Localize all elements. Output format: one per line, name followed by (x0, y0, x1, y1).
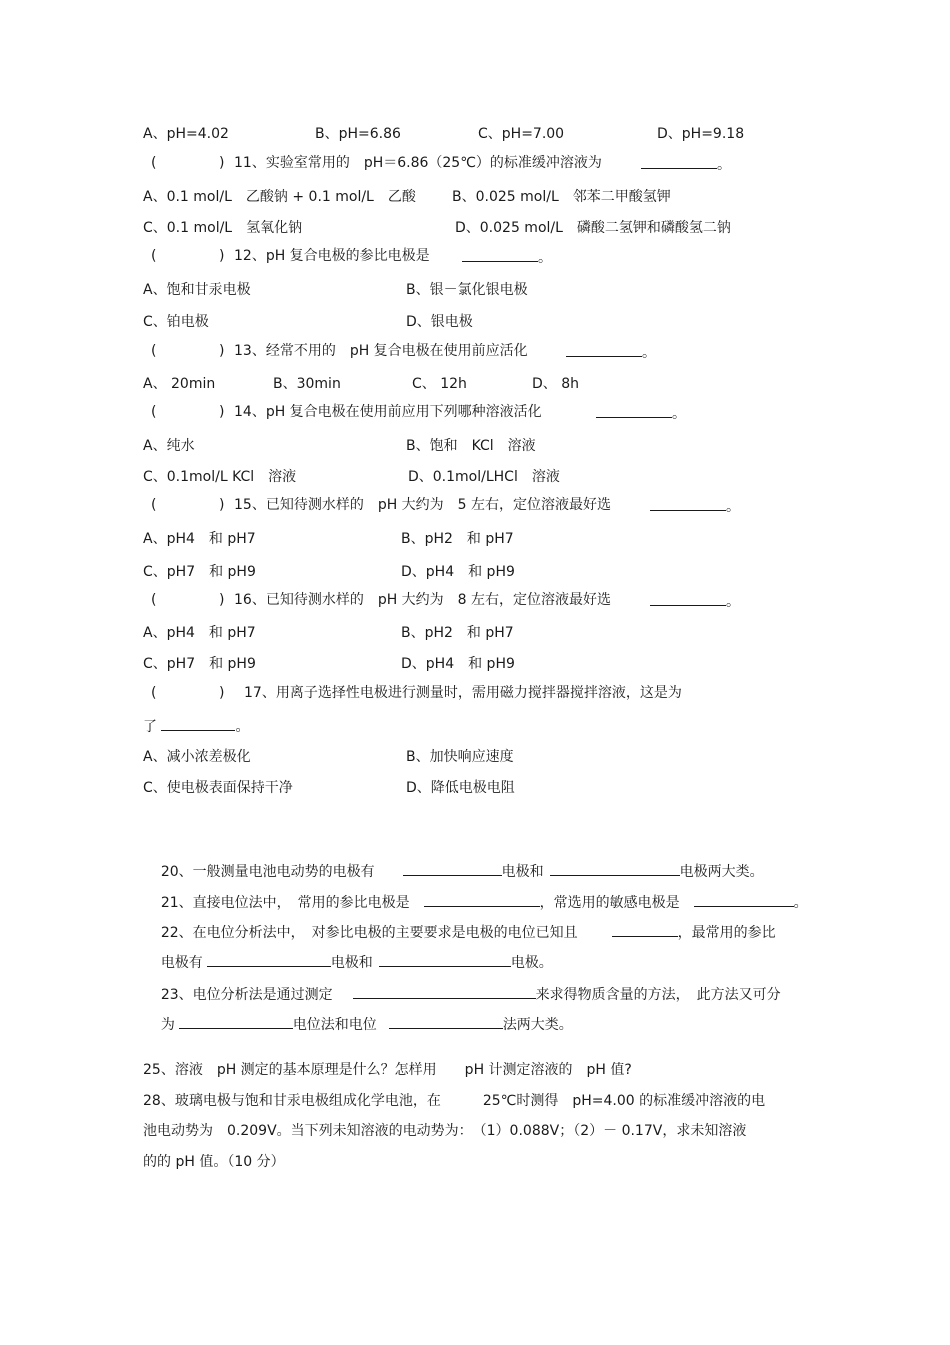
q13-option-a: A、 20min (143, 376, 216, 392)
q11-stem: 11、实验室常用的 pH＝6.86（25℃）的标准缓冲溶液为 (234, 155, 602, 171)
q22-text-2: ，最常用的参比 (677, 925, 776, 941)
q28-line-3: 的的 pH 值。（10 分） (143, 1154, 285, 1170)
answer-paren-close: ) (219, 685, 225, 701)
q13-option-d: D、 8h (532, 376, 580, 392)
q22-text-4: 电极和 (330, 955, 373, 971)
q23-text-2: 来求得物质含量的方法， 此方法又可分 (535, 987, 781, 1003)
answer-blank (179, 1014, 293, 1029)
q15-end: 。 (726, 499, 740, 515)
answer-blank (462, 247, 538, 262)
q10-option-b: B、pH=6.86 (315, 126, 401, 142)
answer-paren-open: ( (151, 404, 157, 420)
q20-text-2: 电极和 (501, 864, 544, 880)
q13-option-b: B、30min (273, 376, 341, 392)
q14-option-c: C、0.1mol/L KCl 溶液 (143, 469, 297, 485)
q16-option-a: A、pH4 和 pH7 (143, 625, 256, 641)
q16-stem: 16、已知待测水样的 pH 大约为 8 左右，定位溶液最好选 (234, 592, 612, 608)
answer-paren-open: ( (151, 592, 157, 608)
q15-option-d: D、pH4 和 pH9 (401, 564, 515, 580)
q22-text-3: 电极有 (160, 955, 203, 971)
q15-option-a: A、pH4 和 pH7 (143, 531, 256, 547)
q15-option-c: C、pH7 和 pH9 (143, 564, 256, 580)
q17-stem: 17、用离子选择性电极进行测量时，需用磁力搅拌器搅拌溶液，这是为 (244, 685, 682, 701)
q21-text-1: 21、直接电位法中， 常用的参比电极是 (160, 895, 410, 911)
answer-paren-open: ( (151, 248, 157, 264)
q22-text-1: 22、在电位分析法中， 对参比电极的主要要求是电极的电位已知且 (160, 925, 578, 941)
answer-blank (379, 952, 511, 967)
q11-end: 。 (717, 157, 731, 173)
q17-end: 。 (235, 719, 250, 735)
answer-blank (641, 154, 717, 169)
q17-option-a: A、减小浓差极化 (143, 749, 251, 765)
q13-stem: 13、经常不用的 pH 复合电极在使用前应活化 (234, 343, 528, 359)
answer-blank (650, 591, 726, 606)
q13-option-c: C、 12h (412, 376, 467, 392)
q12-stem: 12、pH 复合电极的参比电极是 (234, 248, 430, 264)
answer-blank (612, 922, 678, 937)
q14-option-a: A、纯水 (143, 438, 195, 454)
q14-stem: 14、pH 复合电极在使用前应用下列哪种溶液活化 (234, 404, 542, 420)
q20-text-3: 电极两大类。 (679, 864, 764, 880)
q16-option-b: B、pH2 和 pH7 (401, 625, 514, 641)
q12-option-a: A、饱和甘汞电极 (143, 282, 251, 298)
q23-text-3: 为 (160, 1017, 175, 1033)
q10-option-d: D、pH=9.18 (657, 126, 745, 142)
q23-text-5: 法两大类。 (502, 1017, 573, 1033)
answer-paren-open: ( (151, 497, 157, 513)
answer-paren-close: ) (219, 404, 225, 420)
q11-option-b: B、0.025 mol/L 邻苯二甲酸氢钾 (452, 189, 671, 205)
q17-option-d: D、降低电极电阻 (406, 780, 515, 796)
answer-blank (596, 403, 672, 418)
q11-option-c: C、0.1 mol/L 氢氧化钠 (143, 220, 303, 236)
q15-stem: 15、已知待测水样的 pH 大约为 5 左右，定位溶液最好选 (234, 497, 612, 513)
q14-end: 。 (672, 406, 686, 422)
q16-end: 。 (726, 594, 740, 610)
q11-option-a: A、0.1 mol/L 乙酸钠 + 0.1 mol/L 乙酸 (143, 189, 416, 205)
q21-text-2: ，常选用的敏感电极是 (539, 895, 680, 911)
q17-option-c: C、使电极表面保持干净 (143, 780, 293, 796)
q12-option-d: D、银电极 (406, 314, 473, 330)
answer-paren-close: ) (219, 343, 225, 359)
q14-option-d: D、0.1mol/LHCl 溶液 (408, 469, 560, 485)
answer-paren-open: ( (151, 685, 157, 701)
q25-text: 25、溶液 pH 测定的基本原理是什么？怎样用 pH 计测定溶液的 pH 值? (143, 1062, 632, 1078)
answer-paren-close: ) (219, 592, 225, 608)
answer-paren-open: ( (151, 155, 157, 171)
answer-paren-close: ) (219, 497, 225, 513)
q28-line-1: 28、玻璃电极与饱和甘汞电极组成化学电池，在 25℃时测得 pH=4.00 的标准缓冲溶液的电 (143, 1093, 766, 1109)
answer-blank (161, 716, 235, 731)
answer-blank (207, 952, 331, 967)
q20-text-1: 20、一般测量电池电动势的电极有 (160, 864, 375, 880)
answer-blank (566, 342, 642, 357)
q14-option-b: B、饱和 KCl 溶液 (406, 438, 536, 454)
q23-text-1: 23、电位分析法是通过测定 (160, 987, 333, 1003)
answer-blank (650, 496, 726, 511)
q15-option-b: B、pH2 和 pH7 (401, 531, 514, 547)
q10-option-c: C、pH=7.00 (478, 126, 565, 142)
q21-text-3: 。 (793, 895, 808, 911)
q17-stem-cont: 了 (143, 719, 157, 735)
q12-option-c: C、铂电极 (143, 314, 209, 330)
answer-paren-close: ) (219, 155, 225, 171)
q12-option-b: B、银－氯化银电极 (406, 282, 528, 298)
q16-option-d: D、pH4 和 pH9 (401, 656, 515, 672)
answer-paren-close: ) (219, 248, 225, 264)
answer-blank (389, 1014, 503, 1029)
q17-option-b: B、加快响应速度 (406, 749, 514, 765)
q16-option-c: C、pH7 和 pH9 (143, 656, 256, 672)
q28-line-2: 池电动势为 0.209V。当下列未知溶液的电动势为： （1）0.088V；（2）－ 0.17V，求未知溶液 (143, 1123, 747, 1139)
q11-option-d: D、0.025 mol/L 磷酸二氢钾和磷酸氢二钠 (455, 220, 731, 236)
answer-paren-open: ( (151, 343, 157, 359)
q12-end: 。 (538, 250, 552, 266)
q10-option-a: A、pH=4.02 (143, 126, 229, 142)
q13-end: 。 (642, 345, 656, 361)
q23-text-4: 电位法和电位 (292, 1017, 377, 1033)
q22-text-5: 电极。 (510, 955, 553, 971)
